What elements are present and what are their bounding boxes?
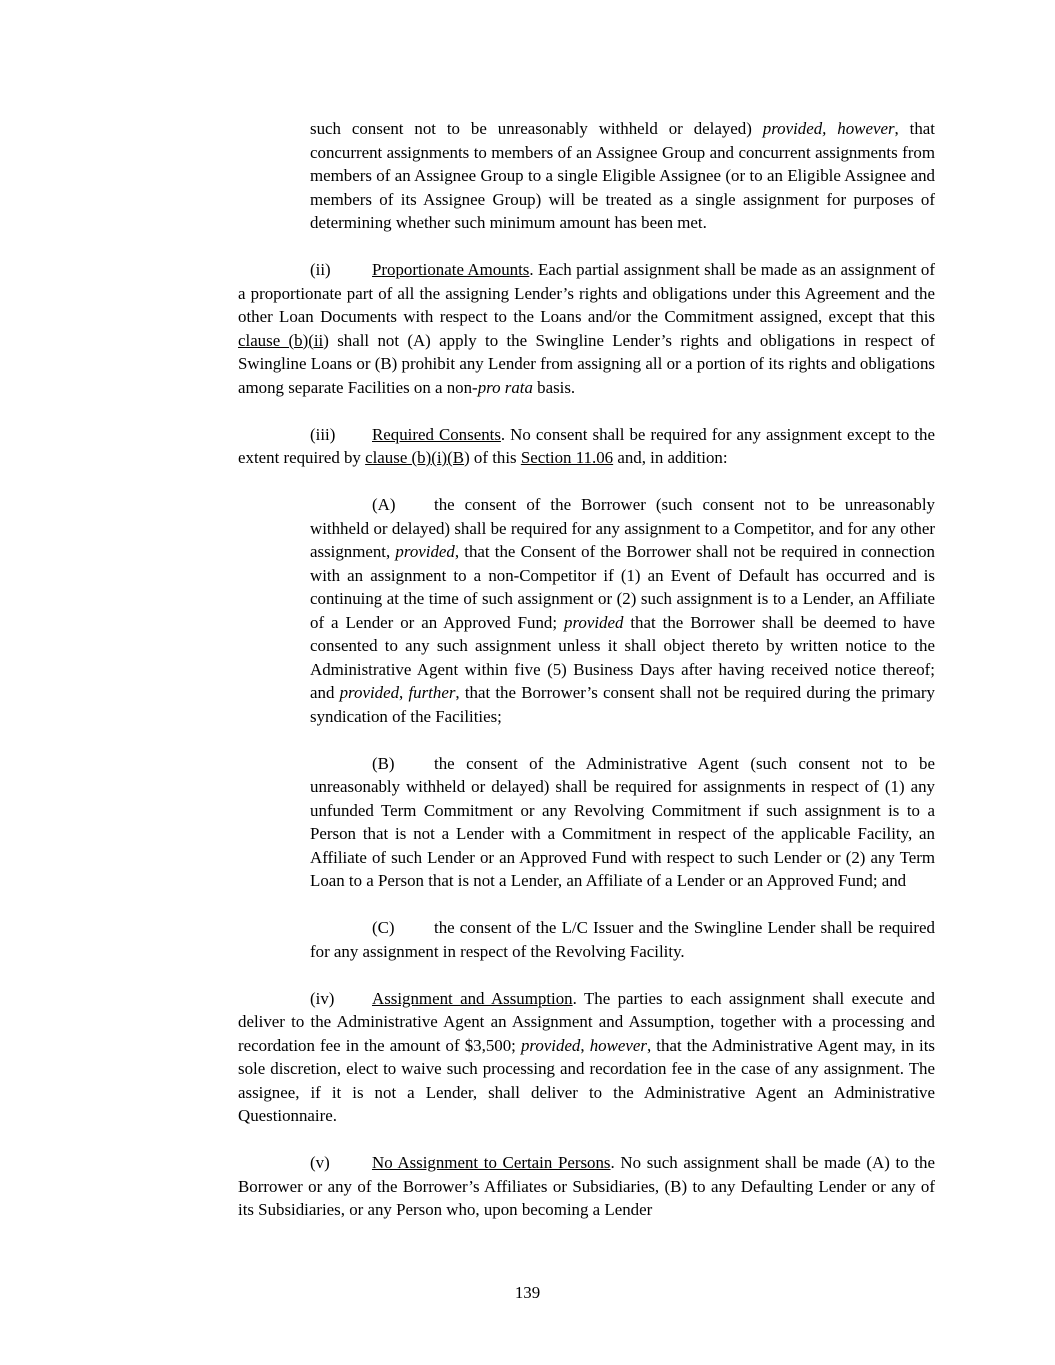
text-run: Assignment and Assumption bbox=[372, 988, 573, 1008]
document-body bbox=[238, 117, 935, 1245]
clause-label: (C) bbox=[372, 918, 395, 937]
paragraph-A-consent-of-borrower bbox=[310, 493, 935, 728]
text-run: and, in addition: bbox=[613, 448, 728, 467]
text-run: , that the Borrower’s consent shall not be required during the primary syndication of the Facilities; bbox=[310, 683, 935, 726]
clause-label: (A) bbox=[372, 495, 396, 514]
text-run: , bbox=[580, 1035, 590, 1055]
text-run: however bbox=[589, 1035, 647, 1055]
text-run: No Assignment to Certain Persons bbox=[372, 1153, 611, 1172]
text-run: provided, however bbox=[762, 119, 895, 138]
text-run: the consent of the Borrower (such consent not to be unreasonably withheld or delayed) shall be required for any assignment to a Competitor, and for any other assignment, bbox=[310, 495, 935, 561]
text-run: basis. bbox=[532, 377, 576, 397]
text-run: provided bbox=[395, 542, 455, 561]
clause-label: (iii) bbox=[310, 424, 336, 444]
clause-label: (iv) bbox=[310, 988, 335, 1008]
text-run: that the Borrower shall be deemed to have consented to any such assignment unless it shall object thereto by written notice to the Administrative Agent within five (5) Business Days after having received notice thereof; and bbox=[310, 612, 935, 702]
text-run: pro rata bbox=[477, 377, 533, 397]
text-run: the consent of the L/C Issuer and the Swingline Lender shall be required for any assignment in respect of the Revolving Facility. bbox=[310, 918, 935, 961]
clause-label: (v) bbox=[310, 1153, 330, 1172]
text-run: . No such assignment shall be made (A) to the Borrower or any of the Borrower’s Affiliates or Subsidiaries, (B) to any Defaulting Lender or any of its Subsidiaries, or any Person who, upon becoming a Lender bbox=[238, 1153, 935, 1219]
text-run: Required Consents bbox=[372, 424, 501, 444]
paragraph-iv-assignment-and-assumption bbox=[238, 987, 935, 1128]
text-run: , that the Administrative Agent may, in its sole discretion, elect to waive such processing and recordation fee in the case of any assignment. The assignee, if it is not a Lender, shall deliver to the Administrative Agent an Administrative Questionnaire. bbox=[238, 1035, 935, 1125]
text-run: . Each partial assignment shall be made as an assignment of a proportionate part of all the assigning Lender’s rights and obligations under this Agreement and the other Loan Documents with respect to the Loans and/or the Commitment assigned, except that this bbox=[238, 260, 935, 326]
text-run: the consent of the Administrative Agent (such consent not to be unreasonably withheld or delayed) shall be required for assignments in respect of (1) any unfunded Term Commitment or any Revolving Commitment if such assignment is to a Person that is not a Lender with a Commitment in respect of the applicable Facility, an Affiliate of such Lender or an Approved Fund with respect to such Lender or (2) any Term Loan to a Person that is not a Lender, an Affiliate of a Lender or an Approved Fund; and bbox=[310, 753, 935, 890]
paragraph-v-no-assignment-to-certain-persons bbox=[238, 1151, 935, 1222]
page-number: 139 bbox=[514, 1283, 541, 1302]
text-run: provided bbox=[339, 683, 400, 702]
text-run: , bbox=[399, 683, 409, 702]
text-run: . The parties to each assignment shall execute and deliver to the Administrative Agent an Assignment and Assumption, together with a processing and recordation fee in the amount of $3,500; bbox=[238, 988, 935, 1055]
clause-label: (ii) bbox=[310, 260, 331, 279]
text-run: . No consent shall be required for any assignment except to the extent required by bbox=[238, 424, 935, 467]
text-run: Proportionate Amounts bbox=[372, 260, 530, 279]
text-run: clause (b)(ii bbox=[238, 330, 324, 350]
paragraph-B-consent-of-administrative-agent bbox=[310, 752, 935, 893]
text-run: ) of this bbox=[464, 448, 521, 467]
text-run: , that the Consent of the Borrower shall not be required in connection with an assignment to a non-Competitor if (1) an Event of Default has occurred and is continuing at the time of such assignment or (2) such assignment is to a Lender, an Affiliate of a Lender or an Approved Fund; bbox=[310, 542, 936, 632]
text-run: further bbox=[408, 683, 456, 702]
text-run: such consent not to be unreasonably withheld or delayed) bbox=[310, 119, 763, 138]
paragraph-iii-required-consents bbox=[238, 423, 935, 470]
clause-label: (B) bbox=[372, 753, 395, 773]
text-run: ) shall not (A) apply to the Swingline Lender’s rights and obligations in respect of Swingline Loans or (B) prohibit any Lender from assigning all or a portion of its rights and obligations among separate Facilities on a non- bbox=[238, 330, 935, 397]
paragraph-C-consent-of-lc-issuer bbox=[310, 916, 935, 963]
text-run: provided bbox=[564, 612, 624, 632]
paragraph-ii-proportionate-amounts bbox=[238, 258, 935, 399]
text-run: clause (b)(i)(B bbox=[365, 448, 465, 467]
paragraph-minimum-amounts-continuation bbox=[310, 117, 935, 235]
text-run: Section 11.06 bbox=[520, 448, 614, 467]
text-run: provided bbox=[520, 1035, 581, 1055]
page-footer bbox=[0, 1281, 1055, 1305]
text-run: , that concurrent assignments to members of an Assignee Group and concurrent assignments from members of an Assignee Group to a single Eligible Assignee (or to an Eligible Assignee and members of its Assignee Group) will be treated as a single assignment for purposes of determining whether such minimum amount has been met. bbox=[310, 119, 935, 232]
